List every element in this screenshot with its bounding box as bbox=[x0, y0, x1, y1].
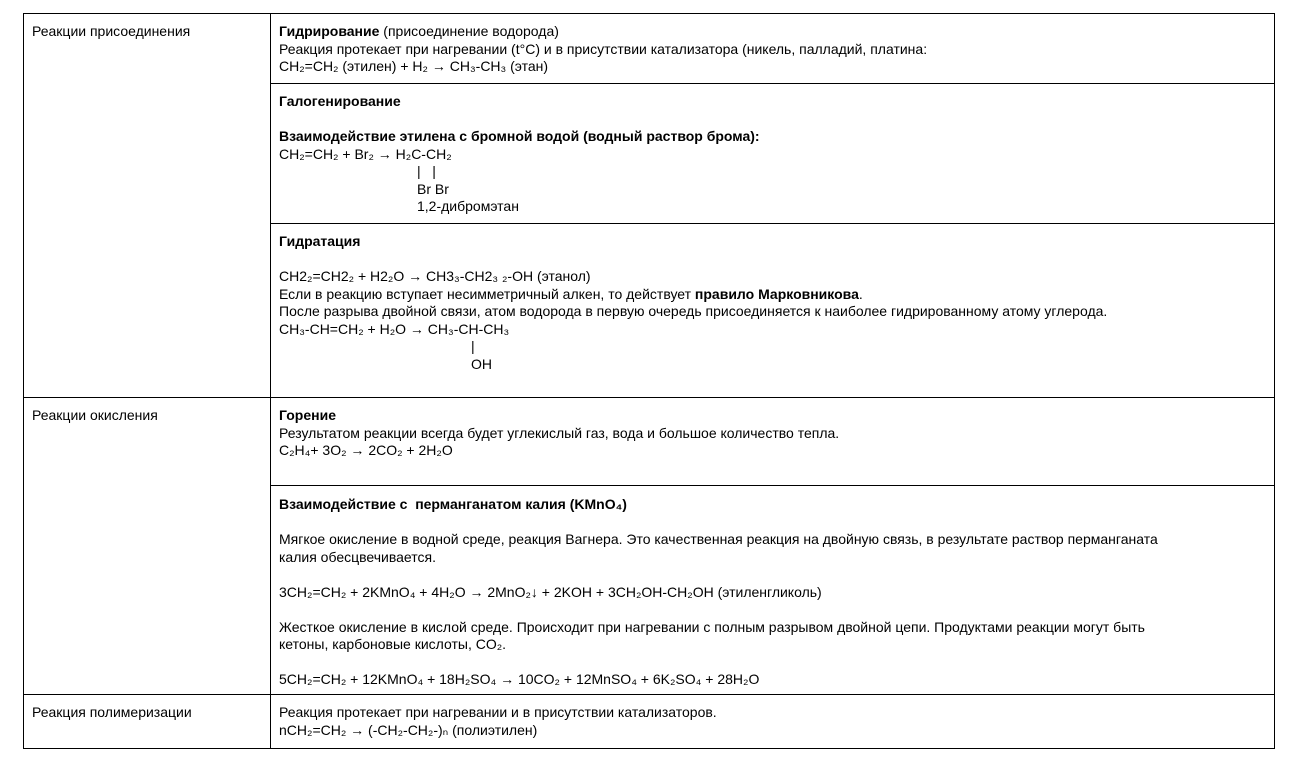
section-halogenation bbox=[279, 93, 760, 216]
section-subtitle bbox=[279, 128, 760, 146]
category-cell bbox=[32, 23, 190, 41]
row-divider bbox=[23, 397, 1275, 398]
section-title-line bbox=[279, 23, 927, 41]
section-title bbox=[279, 407, 839, 425]
blank-line bbox=[279, 111, 760, 129]
text-part: Если в реакцию вступает несимметричный алкен, то действует bbox=[279, 285, 695, 302]
row-divider bbox=[270, 83, 1275, 84]
section-text: Мягкое окисление в водной среде, реакция Вагнера. Это качественная реакция на двойную связь, в результате раствор перманганата bbox=[279, 531, 1158, 547]
section-text: кетоны, карбоновые кислоты, CO₂. bbox=[279, 636, 507, 652]
section-title-text: Взаимодействие с перманганатом калия (KMnO₄) bbox=[279, 496, 627, 512]
section-text: Результатом реакции всегда будет углекислый газ, вода и большое количество тепла. bbox=[279, 424, 840, 441]
equation: CH₂=CH₂ + Br₂ → H₂C-CH₂ bbox=[279, 145, 452, 162]
rule-name: правило Марковникова bbox=[694, 285, 859, 302]
markovnikov-text bbox=[279, 286, 1107, 304]
blank-line bbox=[279, 514, 1158, 532]
section-polymerization bbox=[279, 704, 717, 739]
section-hydration bbox=[279, 233, 1107, 373]
text-part: . bbox=[858, 285, 863, 302]
section-text: После разрыва двойной связи, атом водорода в первую очередь присоединяется к наиболее гидрированному атому углерода. bbox=[279, 303, 1108, 319]
table-border-top bbox=[23, 13, 1275, 14]
section-title-suffix: (присоединение водорода) bbox=[379, 23, 559, 39]
substituents: Br Br bbox=[417, 180, 449, 197]
row-divider bbox=[23, 694, 1275, 695]
section-title bbox=[279, 496, 1158, 514]
category-label: Реакции окисления bbox=[32, 407, 158, 423]
section-subtitle-text: Взаимодействие этилена с бромной водой (водный раствор брома): bbox=[279, 128, 760, 144]
equation: CH₃-CH=CH₂ + H₂O → CH₃-CH-CH₃ bbox=[279, 320, 510, 337]
equation: C₂H₄+ 3O₂ → 2CO₂ + 2H₂O bbox=[279, 442, 453, 458]
substituent: OH bbox=[471, 355, 492, 372]
section-title-text: Гидратация bbox=[279, 233, 361, 249]
blank-line bbox=[279, 566, 1158, 584]
section-hydrogenation bbox=[279, 23, 927, 76]
section-title-text: Горение bbox=[279, 407, 336, 423]
bond-line: | bbox=[471, 338, 475, 354]
section-title-text: Галогенирование bbox=[279, 93, 401, 109]
equation: 5CH₂=CH₂ + 12KMnO₄ + 18H₂SO₄ → 10CO₂ + 12MnSO₄ + 6K₂SO₄ + 28H₂O bbox=[279, 671, 760, 687]
blank-line bbox=[279, 601, 1158, 619]
blank-line bbox=[279, 251, 1107, 269]
row-divider bbox=[270, 223, 1275, 224]
section-combustion bbox=[279, 407, 839, 460]
column-divider bbox=[270, 13, 271, 749]
category-label: Реакции присоединения bbox=[32, 23, 191, 39]
equation: CH2₂=CH2₂ + H2₂O → CH3₃-CH2₃ ₂-OH (этанол) bbox=[279, 268, 591, 284]
section-text: калия обесцвечивается. bbox=[279, 548, 436, 565]
section-text: Жесткое окисление в кислой среде. Происходит при нагревании с полным разрывом двойной цепи. Продуктами реакции могут быть bbox=[279, 618, 1145, 635]
section-text: Реакция протекает при нагревании (t°C) и в присутствии катализатора (никель, палладий, платина: bbox=[279, 40, 928, 57]
section-title: Гидрирование bbox=[279, 23, 380, 39]
equation: CH₂=CH₂ (этилен) + H₂ → CH₃-CH₃ (этан) bbox=[279, 58, 549, 74]
product-name: 1,2-дибромэтан bbox=[417, 198, 519, 214]
section-title bbox=[279, 233, 1107, 251]
category-cell bbox=[32, 704, 192, 722]
blank-line bbox=[279, 654, 1158, 672]
row-divider bbox=[270, 485, 1275, 486]
equation: nCH₂=CH₂ → (-CH₂-CH₂-)ₙ (полиэтилен) bbox=[279, 721, 538, 738]
equation: 3CH₂=CH₂ + 2KMnO₄ + 4H₂O → 2MnO₂↓ + 2KOH + 3CH₂OH-CH₂OH (этиленгликоль) bbox=[279, 583, 822, 600]
table-border-left bbox=[23, 13, 24, 749]
category-cell bbox=[32, 407, 158, 425]
category-label: Реакция полимеризации bbox=[32, 704, 192, 720]
table-border-bottom bbox=[23, 748, 1275, 749]
bond-lines: | | bbox=[417, 163, 436, 179]
section-text: Реакция протекает при нагревании и в присутствии катализаторов. bbox=[279, 704, 717, 720]
section-permanganate bbox=[279, 496, 1158, 689]
table-border-right bbox=[1274, 13, 1275, 749]
section-title bbox=[279, 93, 760, 111]
